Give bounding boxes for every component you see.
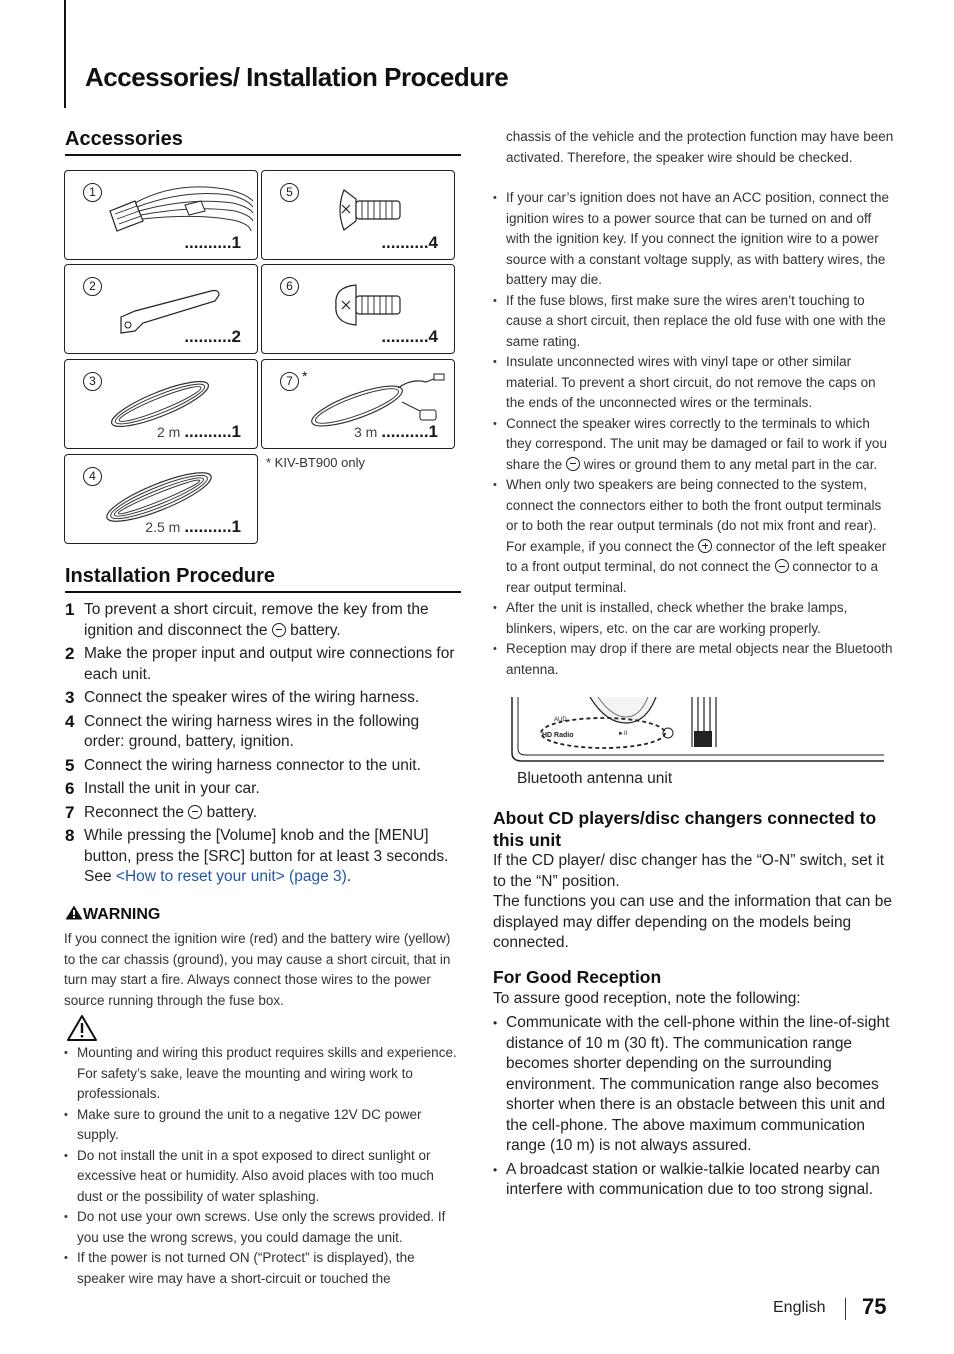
footer-language: English xyxy=(773,1299,826,1316)
hd-radio-label: HD Radio xyxy=(542,732,574,739)
minus-terminal-icon xyxy=(566,457,580,471)
cd-players-paragraph-2: The functions you can use and the information that can be displayed may differ depending on the models being connected. xyxy=(493,893,892,951)
step-3: 3 Connect the speaker wires of the wiring harness. xyxy=(65,688,420,707)
step-7: 7 Reconnect the battery. xyxy=(65,802,258,822)
plus-terminal-icon xyxy=(698,539,712,553)
caution-item: • After the unit is installed, check whether the brake lamps, blinkers, wipers, etc. on the car are working properly. xyxy=(493,598,894,639)
accessory-star: * xyxy=(302,368,308,384)
minus-terminal-icon xyxy=(188,805,202,819)
accessory-number: 3 xyxy=(83,372,102,391)
caution-item: • Do not install the unit in a spot exposed to direct sunlight or excessive heat or humidity. Also avoid places with too much dust or the possibility of water splashing. xyxy=(64,1146,462,1208)
step-1: 1 To prevent a short circuit, remove the key from the ignition and disconnect the battery. xyxy=(65,600,429,639)
accessory-number: 6 xyxy=(280,277,299,296)
accessory-item-1 xyxy=(64,170,258,260)
accessory-item-6 xyxy=(261,264,455,354)
accessory-item-7 xyxy=(261,359,455,449)
step-6: 6 Install the unit in your car. xyxy=(65,779,260,798)
footer-separator xyxy=(845,1298,846,1320)
reset-unit-link[interactable]: <How to reset your unit> (page 3) xyxy=(115,868,347,885)
accessory-quantity: ..........4 xyxy=(381,233,438,252)
caution-item: • If the fuse blows, first make sure the wires aren’t touching to cause a short circuit, then replace the old fuse with one with the same rating. xyxy=(493,291,894,353)
step-2: 2 Make the proper input and output wire connections for each unit. xyxy=(65,644,455,683)
accessories-heading: Accessories xyxy=(65,128,461,156)
accessory-length: 2 m xyxy=(156,424,181,440)
accessory-item-4 xyxy=(64,454,258,544)
cd-players-paragraph-1: If the CD player/ disc changer has the “O-N” switch, set it to the “N” position. xyxy=(493,852,885,890)
reception-heading: For Good Reception xyxy=(493,967,662,987)
accessory-item-5 xyxy=(261,170,455,260)
caution-item: • If the power is not turned ON (“Protect” is displayed), the speaker wire may have a short-circuit or touched the xyxy=(64,1248,462,1289)
reception-item: • A broadcast station or walkie-talkie located nearby can interfere with communication due to too strong signal. xyxy=(493,1160,895,1201)
flat-screw-icon xyxy=(332,185,412,235)
accessory-length: 2.5 m xyxy=(145,519,181,535)
accessory-number: 2 xyxy=(83,277,102,296)
caution-item: • Make sure to ground the unit to a negative 12V DC power supply. xyxy=(64,1105,462,1146)
accessory-quantity: ..........4 xyxy=(381,327,438,346)
round-screw-icon xyxy=(332,279,412,331)
caution-item: • Connect the speaker wires correctly to the terminals to which they correspond. The unit may be damaged or fail to work if you share the wires or ground them to any metal part in the car. xyxy=(493,414,894,476)
accessory-footnote: * KIV-BT900 only xyxy=(266,455,365,470)
play-pause-label: ►II xyxy=(618,731,628,737)
warning-heading: WARNING xyxy=(65,905,160,924)
bluetooth-unit-illustration xyxy=(508,697,886,769)
accessory-quantity: 3 m ..........1 xyxy=(353,422,438,441)
caution-triangle-icon xyxy=(66,1014,98,1042)
bluetooth-antenna-caption: Bluetooth antenna unit xyxy=(517,770,673,787)
reception-intro: To assure good reception, note the following: xyxy=(493,990,801,1007)
accessory-number: 7 xyxy=(280,372,299,391)
accessory-item-2 xyxy=(64,264,258,354)
cd-players-heading: About CD players/disc changers connected to this unit xyxy=(493,808,877,850)
reception-item: • Communicate with the cell-phone within the line-of-sight distance of 10 m (30 ft). The communication range becomes shorter depending on the surrounding environment. The communication range also becomes shorter when there is an obstacle between this unit and the cell-phone. The above maximum communication range (10 m) is not always assured. xyxy=(493,1013,895,1157)
accessory-quantity: 2 m ..........1 xyxy=(156,422,241,441)
reception-list xyxy=(493,1013,895,1204)
accessory-quantity: ..........2 xyxy=(184,327,241,346)
caution-continuation: chassis of the vehicle and the protection function may have been activated. Therefore, the speaker wire should be checked. xyxy=(506,129,894,165)
caution-list-left xyxy=(64,1043,462,1289)
accessory-number: 1 xyxy=(83,183,102,202)
page-title: Accessories/ Installation Procedure xyxy=(85,62,509,92)
accessory-quantity: 2.5 m ..........1 xyxy=(145,517,241,536)
installation-heading: Installation Procedure xyxy=(65,565,461,593)
header-vertical-rule xyxy=(64,0,66,108)
step-4: 4 Connect the wiring harness wires in the following order: ground, battery, ignition. xyxy=(65,711,420,750)
caution-item: • Do not use your own screws. Use only the screws provided. If you use the wrong screws, you could damage the unit. xyxy=(64,1207,462,1248)
caution-item: • Mounting and wiring this product requires skills and experience. For safety’s sake, leave the mounting and wiring work to professionals. xyxy=(64,1043,462,1105)
audio-label: AUD xyxy=(554,717,567,723)
accessory-item-3 xyxy=(64,359,258,449)
caution-item: • If your car’s ignition does not have an ACC position, connect the ignition wires to a power source that can be turned on and off with the ignition key. If you connect the ignition wire to a power source with a constant voltage supply, as with battery wires, the battery may die. xyxy=(493,188,894,291)
accessory-quantity: ..........1 xyxy=(184,233,241,252)
warning-text: If you connect the ignition wire (red) and the battery wire (yellow) to the car chassis (ground), you may cause a short circuit, that in turn may start a fire. Always connect those wires to the power source running through the fuse box. xyxy=(64,931,451,1008)
minus-terminal-icon xyxy=(272,623,286,637)
step-8: 8 While pressing the [Volume] knob and the [MENU] button, press the [SRC] button for at least 3 seconds. See <How to reset your unit> (page 3). xyxy=(65,826,449,885)
accessory-number: 5 xyxy=(280,183,299,202)
accessory-length: 3 m xyxy=(353,424,378,440)
step-5: 5 Connect the wiring harness connector to the unit. xyxy=(65,755,421,775)
caution-item: • When only two speakers are being connected to the system, connect the connectors either to both the front output terminals or to both the rear output terminals (do not mix front and rear). For example, if you connect the connector of the left speaker to a front output terminal, do not connect the connector to a rear output terminal. xyxy=(493,475,894,598)
caution-item: • Insulate unconnected wires with vinyl tape or other similar material. To prevent a short circuit, do not remove the caps on the ends of the unconnected wires or the terminals. xyxy=(493,352,894,414)
page-number: 75 xyxy=(862,1294,887,1319)
caution-list-right xyxy=(493,188,894,680)
warning-triangle-icon xyxy=(65,905,83,920)
installation-steps xyxy=(65,600,460,891)
accessory-number: 4 xyxy=(83,467,102,486)
minus-terminal-icon xyxy=(775,559,789,573)
caution-item: • Reception may drop if there are metal objects near the Bluetooth antenna. xyxy=(493,639,894,680)
